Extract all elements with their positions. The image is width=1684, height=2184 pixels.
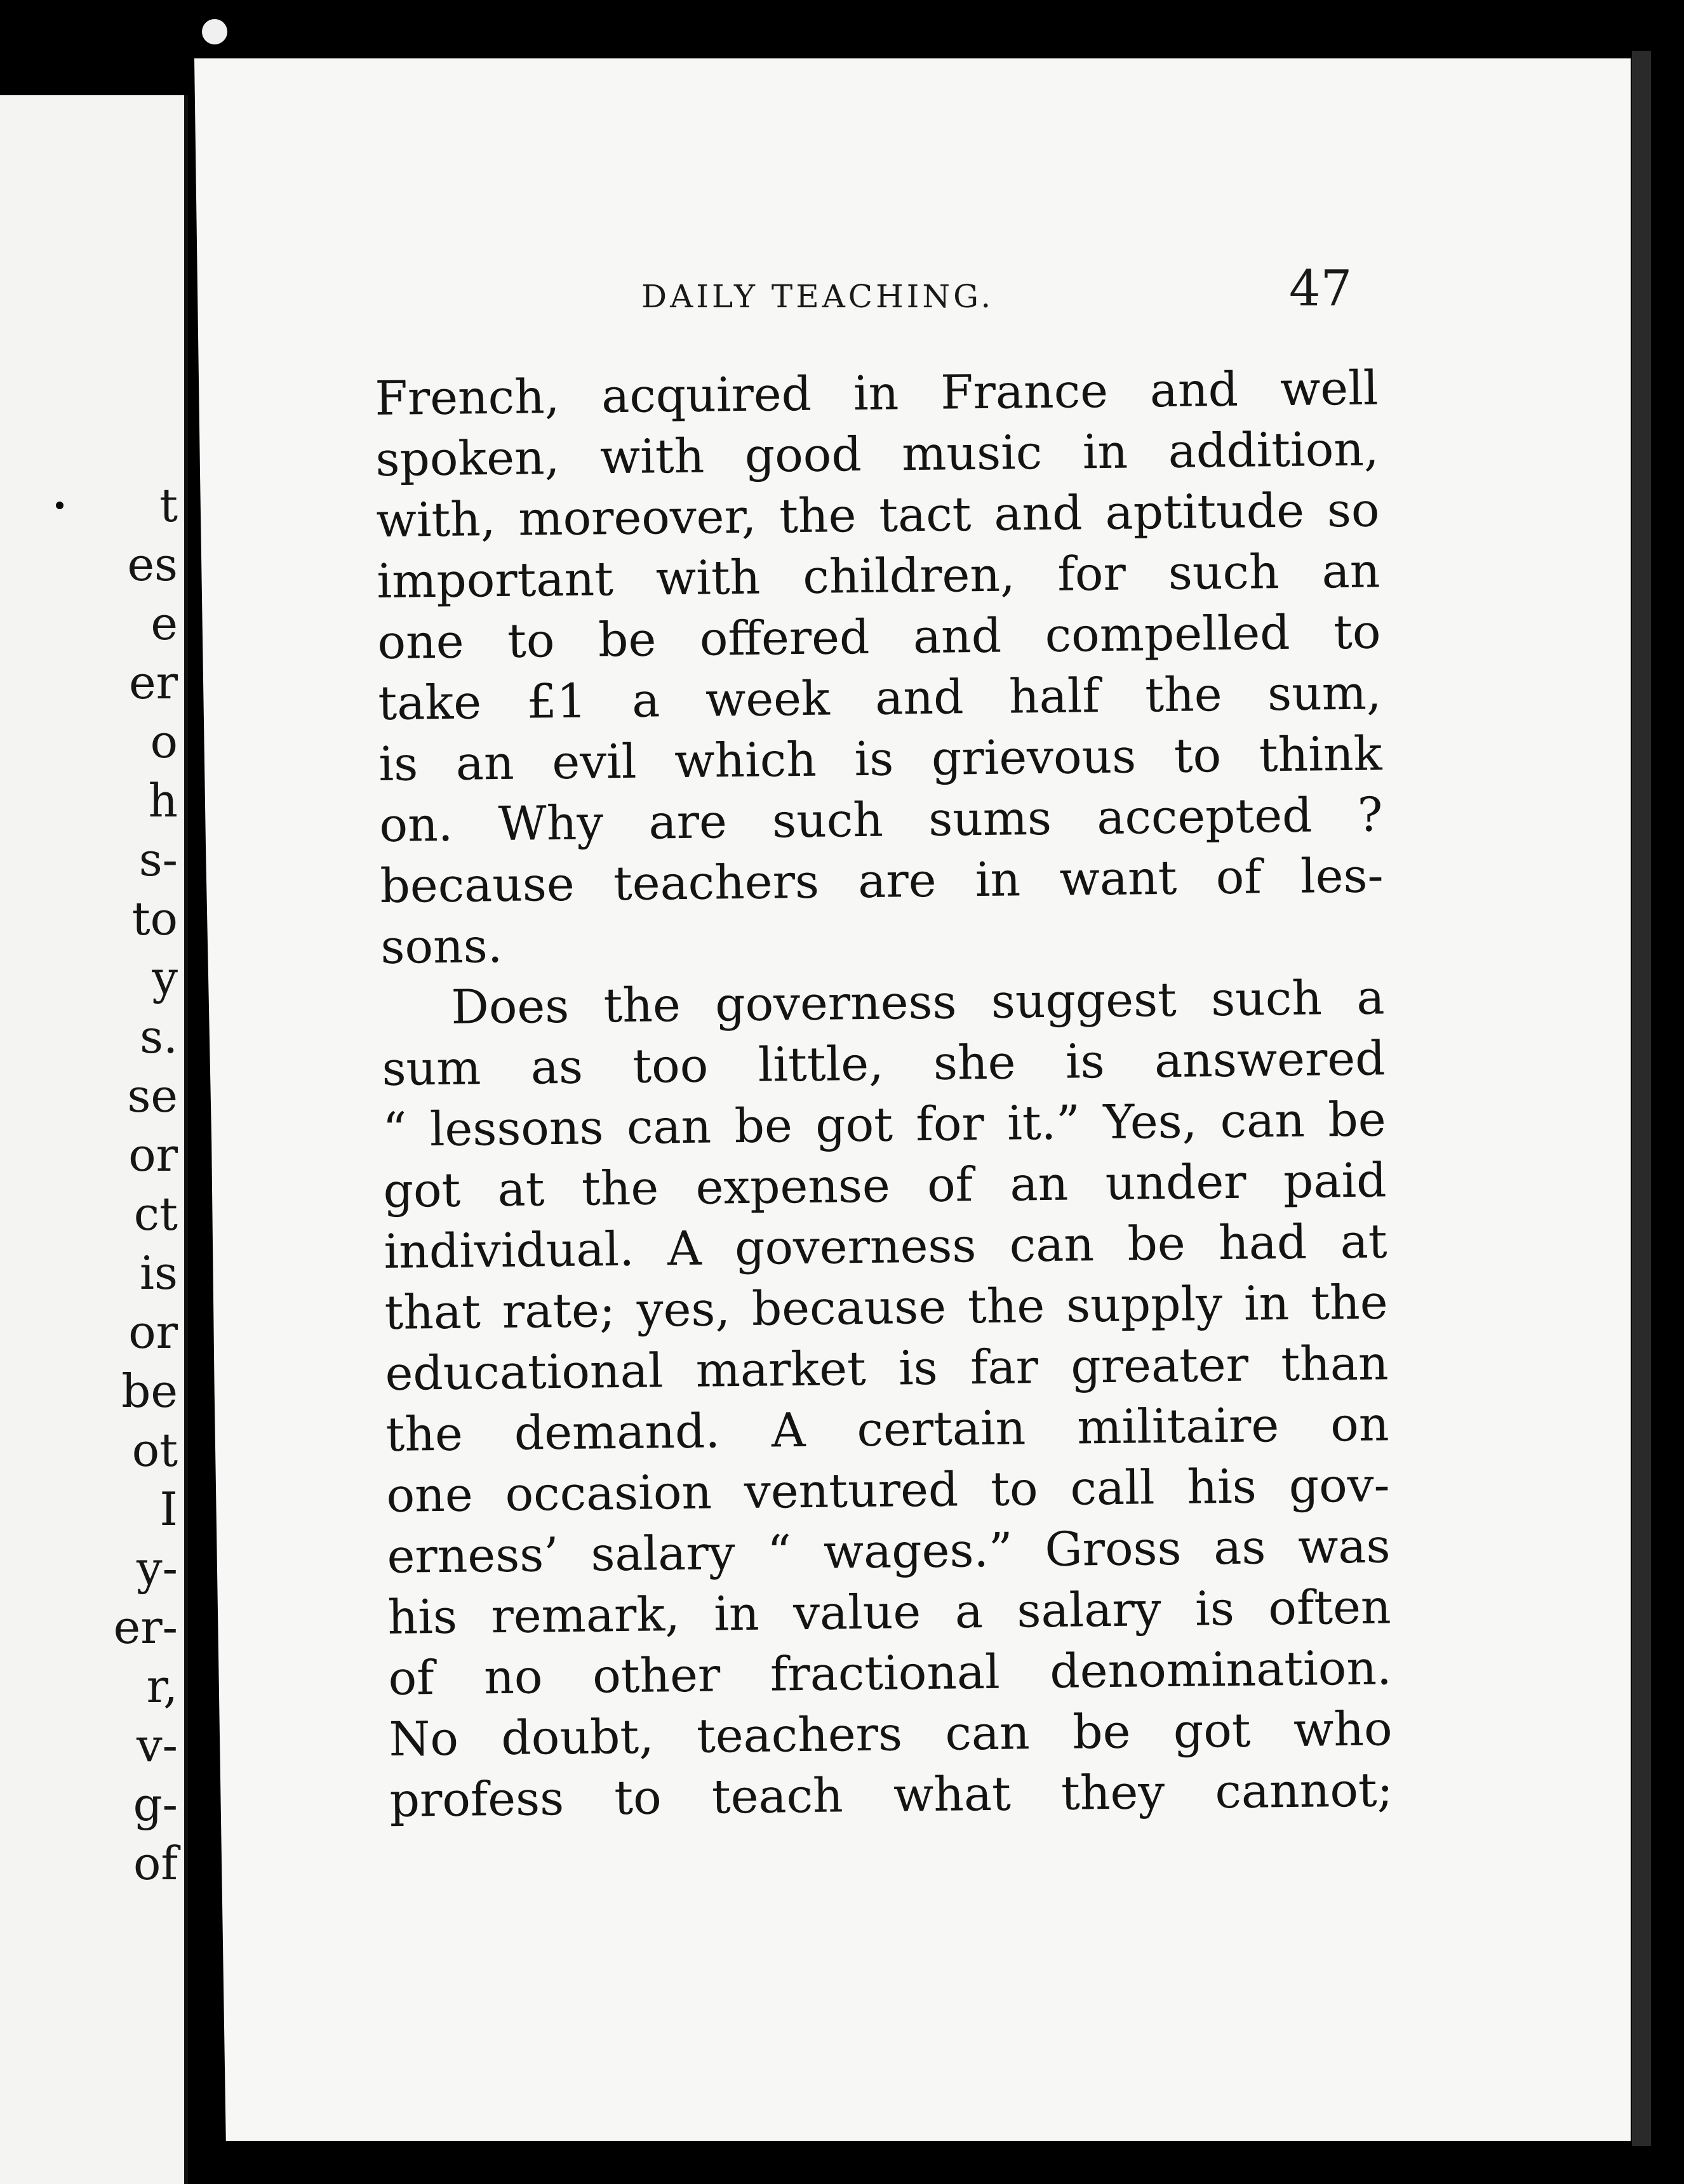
- running-header: DAILY TEACHING.: [641, 278, 994, 315]
- page-body-text: [375, 357, 1393, 1830]
- text-line: sum as too little, she is answered: [382, 1031, 1386, 1096]
- text-line: important with children, for such an: [377, 543, 1380, 609]
- left-fragment: r,: [146, 1660, 178, 1713]
- left-fragment: e: [150, 597, 178, 650]
- text-line: individual. A governess can be had at: [384, 1214, 1387, 1279]
- text-line: on. Why are such sums accepted ?: [379, 787, 1383, 853]
- left-fragment: h: [148, 774, 178, 827]
- left-fragment: g-: [133, 1778, 178, 1831]
- left-fragment: ct: [133, 1187, 178, 1241]
- text-line: profess to teach what they cannot;: [389, 1762, 1393, 1828]
- left-fragment: o: [150, 715, 178, 768]
- left-fragment: er: [128, 656, 178, 709]
- text-line: of no other fractional denomination.: [388, 1641, 1392, 1706]
- text-line: spoken, with good music in addition,: [375, 422, 1379, 487]
- text-line: take £1 a week and half the sum,: [378, 665, 1382, 731]
- left-fragment: es: [127, 538, 178, 591]
- text-line: one occasion ventured to call his gov-: [386, 1458, 1390, 1523]
- text-line: erness’ salary “ wages.” Gross as was: [387, 1519, 1391, 1584]
- left-fragment: t: [159, 479, 178, 532]
- left-fragment: y: [152, 951, 178, 1004]
- left-fragment: I: [159, 1482, 178, 1536]
- text-line: that rate; yes, because the supply in the: [384, 1275, 1388, 1340]
- left-fragment: y-: [136, 1541, 178, 1595]
- text-line: French, acquired in France and well: [375, 361, 1379, 426]
- text-line: the demand. A certain militaire on: [385, 1397, 1389, 1462]
- text-line: educational market is far greater than: [385, 1336, 1389, 1401]
- text-line: because teachers are in want of les-: [380, 848, 1384, 914]
- scan-corner-mark: [202, 19, 227, 44]
- left-fragment: ot: [131, 1423, 178, 1477]
- left-page-text-fragments: [0, 476, 178, 1893]
- text-line: his remark, in value a salary is often: [387, 1580, 1391, 1645]
- left-fragment: or: [128, 1128, 178, 1182]
- text-line: one to be offered and compelled to: [377, 604, 1381, 670]
- text-line: got at the expense of an under paid: [383, 1153, 1387, 1218]
- text-line: is an evil which is grievous to think: [378, 726, 1382, 792]
- text-line: sons.: [380, 918, 503, 975]
- text-line: Does the governess suggest such a: [451, 970, 1385, 1035]
- left-fragment: s-: [138, 833, 178, 886]
- left-fragment: s.: [140, 1010, 178, 1063]
- left-fragment: is: [140, 1246, 178, 1300]
- left-fragment: v-: [136, 1719, 178, 1772]
- left-fragment: of: [133, 1837, 178, 1890]
- left-facing-page: [0, 95, 188, 2184]
- text-line: “ lessons can be got for it.” Yes, can be: [382, 1092, 1386, 1157]
- left-fragment: er-: [113, 1601, 178, 1654]
- left-fragment: be: [121, 1364, 178, 1418]
- page-number: 47: [1289, 260, 1353, 317]
- text-line: No doubt, teachers can be got who: [389, 1701, 1393, 1767]
- left-fragment: or: [128, 1305, 178, 1359]
- left-fragment: se: [127, 1069, 178, 1122]
- book-edge: [1632, 51, 1651, 2146]
- left-fragment: to: [131, 892, 178, 945]
- text-line: with, moreover, the tact and aptitude so: [376, 483, 1380, 548]
